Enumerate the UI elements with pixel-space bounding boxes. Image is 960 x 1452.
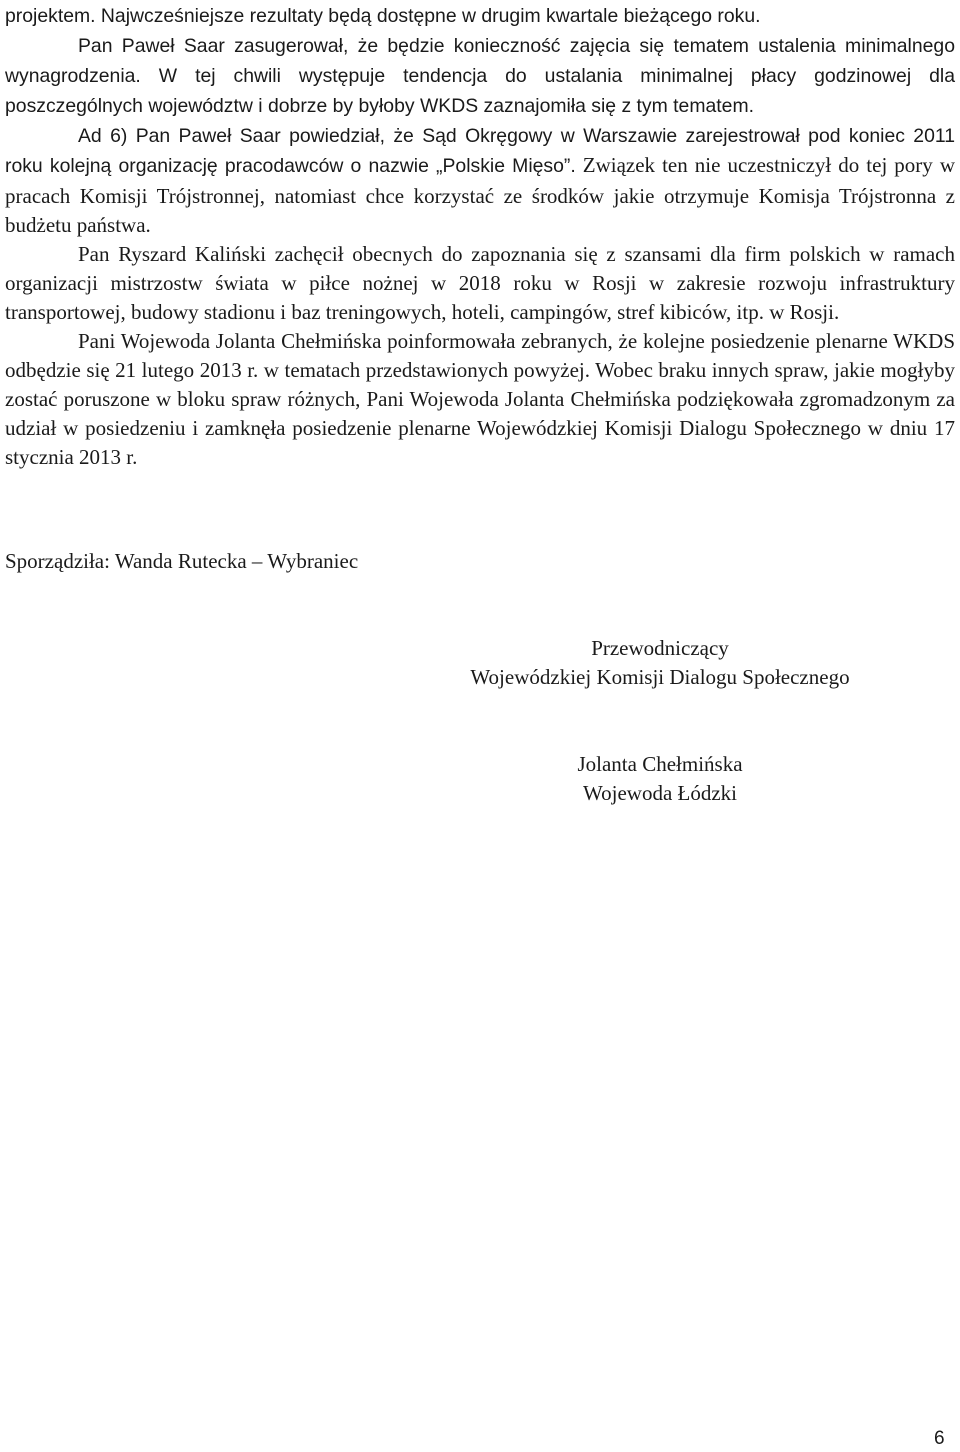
prepared-by: Sporządziła: Wanda Rutecka – Wybraniec xyxy=(5,549,359,573)
paragraph-closing xyxy=(5,327,955,472)
signature-spacer xyxy=(430,692,890,750)
paragraph-text: W tej chwili występuje tendencja do ustalania minimalnej płacy godzinowej dla poszczególnych województw i dobrze by byłoby WKDS zaznajomiła się z tym tematem. xyxy=(5,65,955,118)
signature-role-line-2: Wojewódzkiej Komisji Dialogu Społecznego xyxy=(470,665,850,689)
paragraph-world-cup xyxy=(5,240,955,327)
paragraph-text: Pan Ryszard Kaliński zachęcił obecnych do zapoznania się z szansami dla firm polskich w ramach organizacji mistrzostw świata w piłce nożnej w 2018 roku w Rosji w zakresie rozwoju infrastruktury transportowej, budowy stadionu i baz treningowych, hoteli, campingów, stref kibiców, itp. w Rosji. xyxy=(5,241,955,324)
paragraph-employers-organization xyxy=(5,121,955,239)
paragraph-text: projektem. Najwcześniejsze rezultaty będą dostępne w drugim kwartale bieżącego roku. xyxy=(5,5,761,27)
paragraph-minimum-wage xyxy=(5,31,955,121)
signatory-name: Jolanta Chełmińska xyxy=(577,752,743,776)
signature-block xyxy=(430,634,890,808)
paragraph-text: Pani Wojewoda Jolanta Chełmińska poinformowała zebranych, że kolejne posiedzenie plenarne WKDS odbędzie się 21 lutego 2013 r. w tematach przedstawionych powyżej. Wobec braku innych spraw, jakie mogłyby zostać poruszone w bloku spraw różnych, Pani Wojewoda Jolanta Chełmińska podziękowała zgromadzonym za udział w posiedzeniu i zamknęła posiedzenie plenarne Wojewódzkiej Komisji Dialogu Społecznego w dniu 17 stycznia 2013 r. xyxy=(5,329,955,470)
paragraph-text: Ad 6) Pan Paweł Saar powiedział, że Sąd Okręgowy w Warszawie zarejestrował pod koniec 2011 roku kolejną organizację pracodawców o nazwie „Polskie Mięso”. xyxy=(5,125,955,178)
document-body xyxy=(5,1,955,473)
signatory-title: Wojewoda Łódzki xyxy=(582,781,737,805)
paragraph-text: Pan Paweł Saar zasugerował, że będzie konieczność zajęcia się tematem ustalenia minimalnego wynagrodzenia. xyxy=(5,35,955,88)
signature-role-line-1: Przewodniczący xyxy=(591,636,729,660)
paragraph-intro-continuation xyxy=(5,1,955,31)
page-number: 6 xyxy=(934,1428,945,1449)
paragraph-text: Związek ten nie uczestniczył do tej pory w pracach Komisji Trójstronnej, natomiast chce korzystać ze środków jakie otrzymuje Komisja Trójstronna z budżetu państwa. xyxy=(5,153,955,237)
